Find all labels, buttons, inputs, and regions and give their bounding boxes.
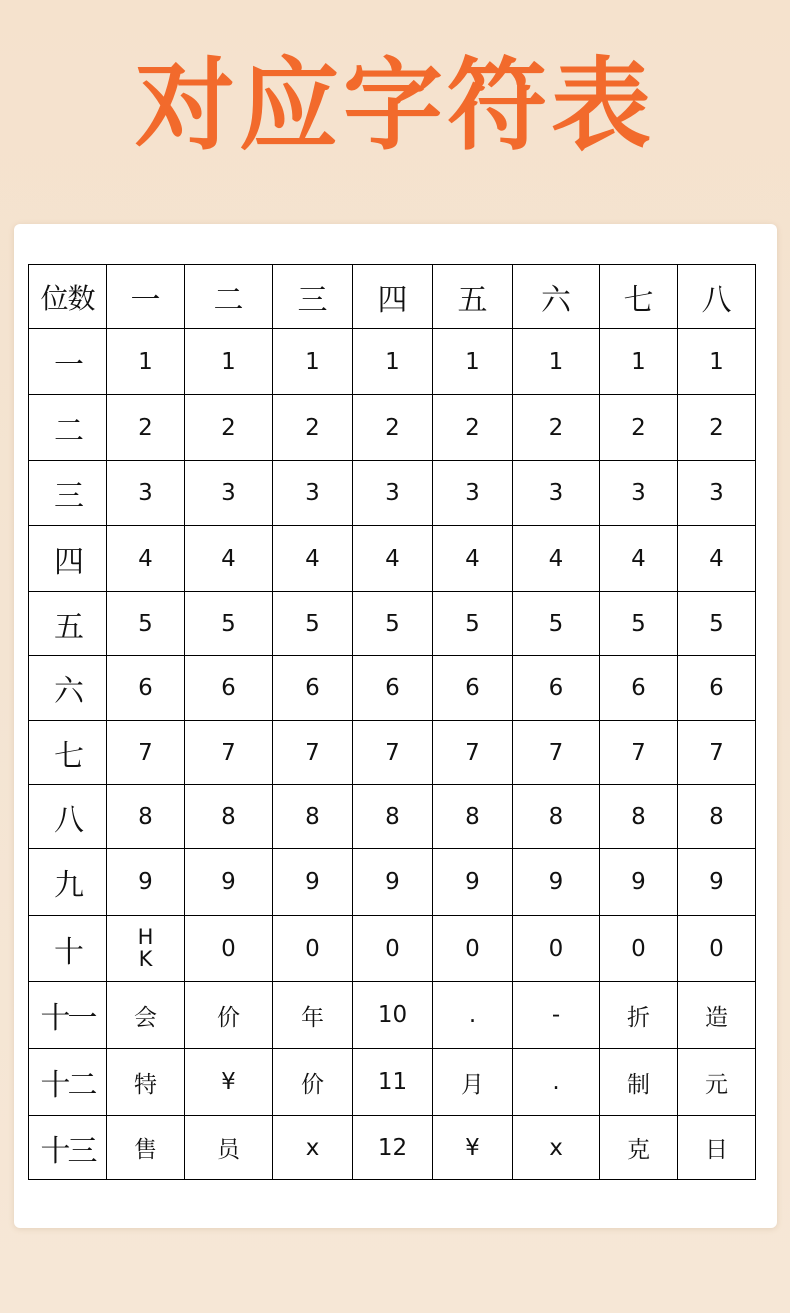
table-cell: 0 (273, 916, 353, 982)
table-row (29, 461, 756, 526)
table-row (29, 849, 756, 916)
column-header: 二 (185, 265, 273, 329)
character-table (28, 264, 756, 1180)
table-cell: 9 (273, 849, 353, 916)
table-cell: 5 (185, 592, 273, 656)
table-cell: 12 (353, 1116, 433, 1180)
table-cell: 5 (600, 592, 678, 656)
table-cell: 6 (600, 656, 678, 721)
row-label: 一 (29, 329, 107, 395)
header-row (29, 265, 756, 329)
table-cell: 6 (107, 656, 185, 721)
table-cell: 6 (433, 656, 513, 721)
table-cell: 7 (513, 721, 600, 785)
table-cell: 7 (678, 721, 756, 785)
table-cell: 日 (678, 1116, 756, 1180)
table-cell: 9 (600, 849, 678, 916)
column-header: 七 (600, 265, 678, 329)
row-label: 十一 (29, 982, 107, 1049)
table-cell: 0 (513, 916, 600, 982)
table-cell: 10 (353, 982, 433, 1049)
table-cell: 5 (513, 592, 600, 656)
table-cell: 9 (678, 849, 756, 916)
table-cell: 2 (185, 395, 273, 461)
table-cell: x (273, 1116, 353, 1180)
table-cell: 7 (433, 721, 513, 785)
table-cell: 6 (273, 656, 353, 721)
row-label: 二 (29, 395, 107, 461)
column-header: 六 (513, 265, 600, 329)
table-cell: 元 (678, 1049, 756, 1116)
column-header: 一 (107, 265, 185, 329)
table-cell: 7 (273, 721, 353, 785)
table-cell: 4 (273, 526, 353, 592)
table-cell: 8 (185, 785, 273, 849)
table-cell: 月 (433, 1049, 513, 1116)
table-cell: 特 (107, 1049, 185, 1116)
table-row (29, 721, 756, 785)
table-cell: 3 (353, 461, 433, 526)
table-cell: 9 (433, 849, 513, 916)
table-row (29, 592, 756, 656)
table-cell: 0 (433, 916, 513, 982)
table-row (29, 982, 756, 1049)
table-cell: . (433, 982, 513, 1049)
page-title: 对应字符表 (135, 47, 655, 164)
table-cell: 克 (600, 1116, 678, 1180)
row-label: 十二 (29, 1049, 107, 1116)
table-cell: 3 (513, 461, 600, 526)
table-card (14, 224, 777, 1228)
table-cell: 4 (678, 526, 756, 592)
table-cell: 折 (600, 982, 678, 1049)
row-label: 十三 (29, 1116, 107, 1180)
table-cell: 8 (678, 785, 756, 849)
row-label: 八 (29, 785, 107, 849)
table-cell: 3 (433, 461, 513, 526)
table-cell: 4 (185, 526, 273, 592)
table-cell: 1 (433, 329, 513, 395)
row-label: 三 (29, 461, 107, 526)
table-cell: 0 (185, 916, 273, 982)
row-label: 六 (29, 656, 107, 721)
stacked-text (138, 926, 154, 970)
table-row (29, 329, 756, 395)
table-cell: 6 (353, 656, 433, 721)
table-row (29, 785, 756, 849)
table-cell: 售 (107, 1116, 185, 1180)
table-cell: 9 (107, 849, 185, 916)
table-cell: 价 (273, 1049, 353, 1116)
table-cell: 4 (513, 526, 600, 592)
table-row (29, 916, 756, 982)
table-cell: 3 (678, 461, 756, 526)
column-header: 三 (273, 265, 353, 329)
table-cell: 7 (185, 721, 273, 785)
table-cell: 5 (353, 592, 433, 656)
table-cell: 2 (600, 395, 678, 461)
table-cell: 2 (107, 395, 185, 461)
table-row (29, 526, 756, 592)
table-cell: 4 (433, 526, 513, 592)
table-cell: ¥ (185, 1049, 273, 1116)
column-header: 八 (678, 265, 756, 329)
table-row (29, 656, 756, 721)
table-cell: 价 (185, 982, 273, 1049)
table-cell: 1 (678, 329, 756, 395)
column-header: 五 (433, 265, 513, 329)
row-label: 九 (29, 849, 107, 916)
row-label: 四 (29, 526, 107, 592)
table-cell: 0 (353, 916, 433, 982)
table-cell: 1 (353, 329, 433, 395)
table-cell: 2 (433, 395, 513, 461)
table-cell: 9 (185, 849, 273, 916)
table-cell: 8 (273, 785, 353, 849)
table-cell: 1 (107, 329, 185, 395)
table-cell (107, 916, 185, 982)
stacked-char: K (138, 946, 153, 971)
table-cell: 2 (353, 395, 433, 461)
table-cell: - (513, 982, 600, 1049)
table-cell: 造 (678, 982, 756, 1049)
table-cell: 8 (433, 785, 513, 849)
table-cell: 3 (107, 461, 185, 526)
table-cell: 7 (353, 721, 433, 785)
table-row (29, 395, 756, 461)
table-cell: 5 (107, 592, 185, 656)
table-cell: 4 (107, 526, 185, 592)
table-cell: 6 (185, 656, 273, 721)
table-cell: . (513, 1049, 600, 1116)
table-cell: 6 (678, 656, 756, 721)
row-label: 七 (29, 721, 107, 785)
table-cell: 0 (600, 916, 678, 982)
table-cell: 2 (513, 395, 600, 461)
table-cell: 4 (353, 526, 433, 592)
table-cell: 9 (513, 849, 600, 916)
table-cell: 会 (107, 982, 185, 1049)
table-cell: 11 (353, 1049, 433, 1116)
table-cell: 0 (678, 916, 756, 982)
table-cell: 1 (273, 329, 353, 395)
table-cell: 3 (273, 461, 353, 526)
table-cell: 9 (353, 849, 433, 916)
table-cell: 1 (185, 329, 273, 395)
table-cell: 2 (273, 395, 353, 461)
stacked-char: H (137, 924, 154, 949)
table-cell: 8 (107, 785, 185, 849)
table-cell: 7 (600, 721, 678, 785)
table-cell: 4 (600, 526, 678, 592)
table-cell: 5 (433, 592, 513, 656)
table-cell: ¥ (433, 1116, 513, 1180)
table-cell: 年 (273, 982, 353, 1049)
table-cell: 3 (600, 461, 678, 526)
table-row (29, 1116, 756, 1180)
table-cell: 6 (513, 656, 600, 721)
table-cell: 3 (185, 461, 273, 526)
corner-cell: 位数 (29, 265, 107, 329)
table-cell: 1 (513, 329, 600, 395)
row-label: 五 (29, 592, 107, 656)
table-body (29, 265, 756, 1180)
table-cell: 5 (273, 592, 353, 656)
table-cell: 员 (185, 1116, 273, 1180)
table-row (29, 1049, 756, 1116)
table-cell: 8 (513, 785, 600, 849)
table-cell: 8 (353, 785, 433, 849)
table-cell: 7 (107, 721, 185, 785)
table-cell: 2 (678, 395, 756, 461)
table-cell: 5 (678, 592, 756, 656)
row-label: 十 (29, 916, 107, 982)
table-cell: x (513, 1116, 600, 1180)
table-cell: 8 (600, 785, 678, 849)
table-cell: 制 (600, 1049, 678, 1116)
table-cell: 1 (600, 329, 678, 395)
column-header: 四 (353, 265, 433, 329)
